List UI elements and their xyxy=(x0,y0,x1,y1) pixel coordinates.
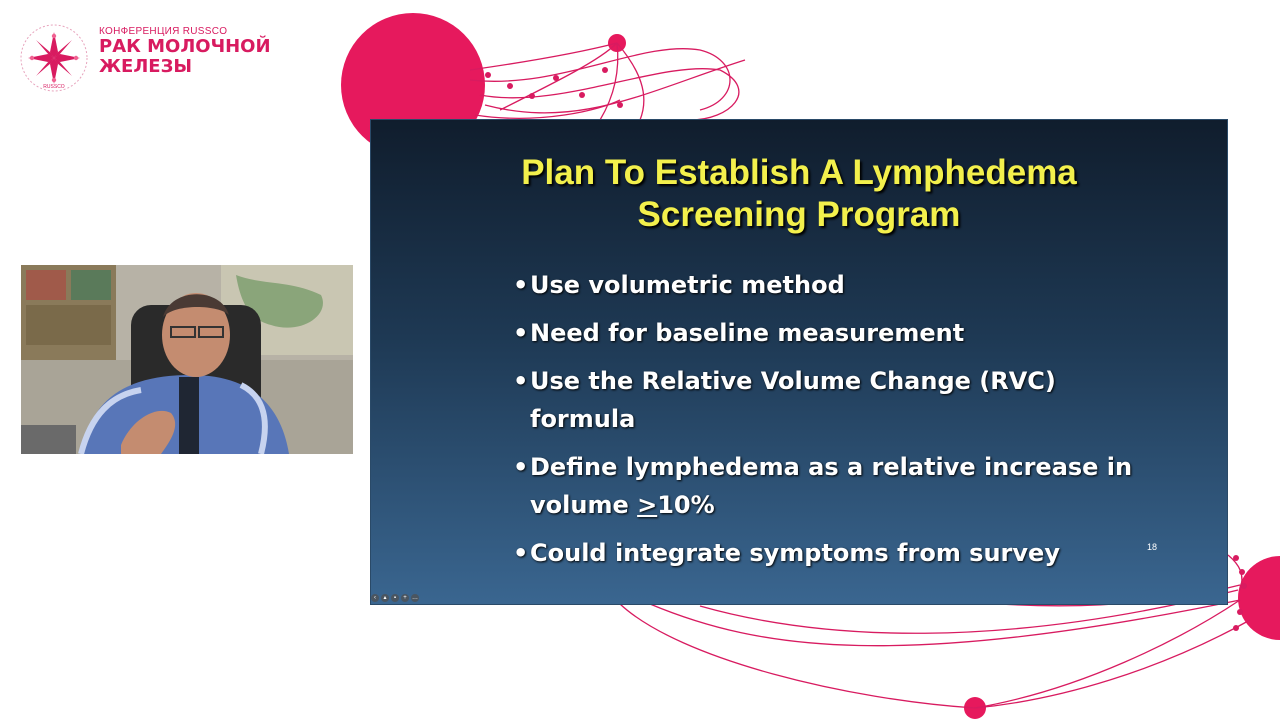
bullet-text-continuation: formula xyxy=(530,405,636,433)
slide-title xyxy=(371,152,1227,236)
bullet-dot: • xyxy=(513,539,529,567)
bullet-dot: • xyxy=(513,367,529,395)
slide-bullet-list xyxy=(513,266,1133,582)
deco-small-dots-top xyxy=(485,67,623,108)
presentation-slide xyxy=(371,120,1227,604)
brand-conference-label: КОНФЕРЕНЦИЯ RUSSCO xyxy=(99,26,228,37)
russco-logo-icon xyxy=(18,22,90,94)
bullet-dot: • xyxy=(513,453,529,481)
slide-title-line2: Screening Program xyxy=(637,195,961,234)
bullet-text: Use volumetric method xyxy=(530,271,845,299)
slide-page-number: 18 xyxy=(1147,542,1158,552)
logo-caption: RUSSCO xyxy=(43,84,65,90)
brand-title-line1: РАК МОЛОЧНОЙ xyxy=(99,36,271,57)
bullet-text-percent: 10% xyxy=(657,491,715,519)
bullet-dot: • xyxy=(513,271,529,299)
bullet-text: Use the Relative Volume Change (RVC) xyxy=(530,367,1056,395)
bullet-text: Need for baseline measurement xyxy=(530,319,965,347)
slides-icon[interactable]: ▪ xyxy=(391,594,399,602)
bullet-item xyxy=(513,362,1133,438)
brand-title-line2: ЖЕЛЕЗЫ xyxy=(99,56,193,77)
more-icon[interactable]: … xyxy=(412,595,418,601)
bullet-item xyxy=(513,534,1133,572)
bullet-item xyxy=(513,448,1133,524)
prev-icon[interactable]: ‹ xyxy=(371,594,379,602)
deco-circle-right xyxy=(1238,556,1280,640)
bullet-text: Define lymphedema as a relative increase in xyxy=(530,453,1133,481)
bullet-dot: • xyxy=(513,319,529,347)
slide-controls xyxy=(371,594,419,602)
zoom-icon[interactable]: + xyxy=(401,594,409,602)
bullet-text: Could integrate symptoms from survey xyxy=(530,539,1060,567)
brand-block xyxy=(99,26,271,77)
bullet-text-continuation: volume xyxy=(530,491,638,519)
speaker-video-icon xyxy=(21,265,353,454)
bullet-item xyxy=(513,266,1133,304)
deco-curves-top xyxy=(470,43,745,120)
greater-equal-symbol: > xyxy=(637,491,658,519)
speaker-video xyxy=(21,265,353,454)
pointer-icon[interactable]: ▴ xyxy=(381,594,389,602)
slide-title-line1: Plan To Establish A Lymphedema xyxy=(521,153,1077,192)
bullet-item xyxy=(513,314,1133,352)
